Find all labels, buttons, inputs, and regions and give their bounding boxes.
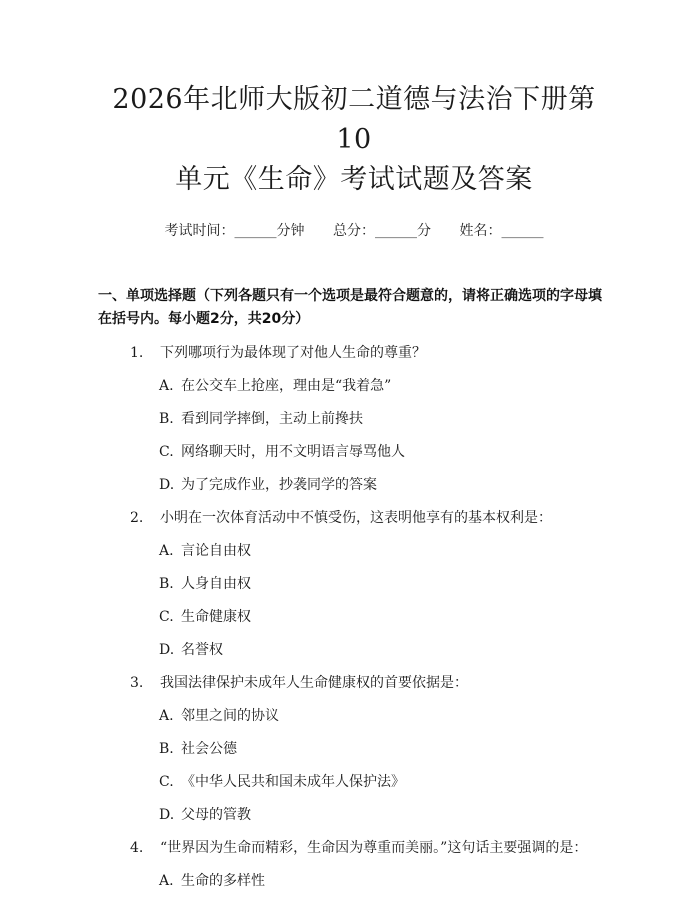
title-line-2: 单元《生命》考试试题及答案: [175, 164, 533, 195]
option-text: 人身自由权: [181, 576, 251, 592]
option-text: 生命健康权: [181, 609, 251, 625]
option-text: 邻里之间的协议: [181, 708, 279, 724]
option-a: [98, 706, 610, 726]
option-a: [98, 376, 610, 396]
option-text: 《中华人民共和国未成年人保护法》: [181, 774, 405, 790]
question-4: [98, 838, 610, 891]
option-d: [98, 805, 610, 825]
name-label: 姓名：______: [459, 223, 544, 239]
section-header-single-choice: 一、单项选择题（下列各题只有一个选项是最符合题意的，请将正确选项的字母填在括号内。每小题2分，共20分）: [98, 288, 602, 327]
option-c: [98, 772, 610, 792]
question-number: 4.: [130, 840, 144, 856]
option-b: [98, 409, 610, 429]
total-score-label: 总分：______分: [333, 223, 431, 239]
option-letter: A.: [159, 543, 174, 559]
exam-time-label: 考试时间：______分钟: [164, 223, 305, 239]
option-d: [98, 640, 610, 660]
option-letter: C.: [159, 444, 174, 460]
option-letter: B.: [159, 411, 174, 427]
option-text: 看到同学摔倒，主动上前搀扶: [181, 411, 363, 427]
exam-info-row: [98, 222, 610, 240]
option-text: 在公交车上抢座，理由是“我着急”: [181, 378, 392, 394]
option-letter: D.: [159, 807, 175, 823]
option-text: 父母的管教: [181, 807, 251, 823]
option-b: [98, 574, 610, 594]
question-number: 1.: [130, 345, 144, 361]
option-text: 社会公德: [181, 741, 237, 757]
option-letter: D.: [159, 642, 175, 658]
option-a: [98, 871, 610, 891]
question-2: [98, 508, 610, 660]
option-letter: C.: [159, 774, 174, 790]
page-title: [98, 80, 610, 200]
option-letter: C.: [159, 609, 174, 625]
option-letter: B.: [159, 576, 174, 592]
question-1: [98, 343, 610, 495]
option-a: [98, 541, 610, 561]
question-text: 小明在一次体育活动中不慎受伤，这表明他享有的基本权利是：: [160, 510, 552, 526]
option-text: 生命的多样性: [181, 873, 265, 889]
option-text: 网络聊天时，用不文明语言辱骂他人: [181, 444, 405, 460]
option-letter: B.: [159, 741, 174, 757]
question-3: [98, 673, 610, 825]
question-text: “世界因为生命而精彩，生命因为尊重而美丽。”这句话主要强调的是：: [160, 840, 588, 856]
question-text: 我国法律保护未成年人生命健康权的首要依据是：: [160, 675, 468, 691]
question-number: 3.: [130, 675, 144, 691]
option-text: 名誉权: [181, 642, 223, 658]
option-c: [98, 607, 610, 627]
title-line-1: 2026年北师大版初二道德与法治下册第10: [112, 84, 596, 155]
option-letter: A.: [159, 708, 174, 724]
option-letter: A.: [159, 378, 174, 394]
option-d: [98, 475, 610, 495]
question-text: 下列哪项行为最体现了对他人生命的尊重？: [160, 345, 426, 361]
option-b: [98, 739, 610, 759]
option-c: [98, 442, 610, 462]
option-text: 为了完成作业，抄袭同学的答案: [181, 477, 377, 493]
option-text: 言论自由权: [181, 543, 251, 559]
option-letter: D.: [159, 477, 175, 493]
option-letter: A.: [159, 873, 174, 889]
question-number: 2.: [130, 510, 144, 526]
